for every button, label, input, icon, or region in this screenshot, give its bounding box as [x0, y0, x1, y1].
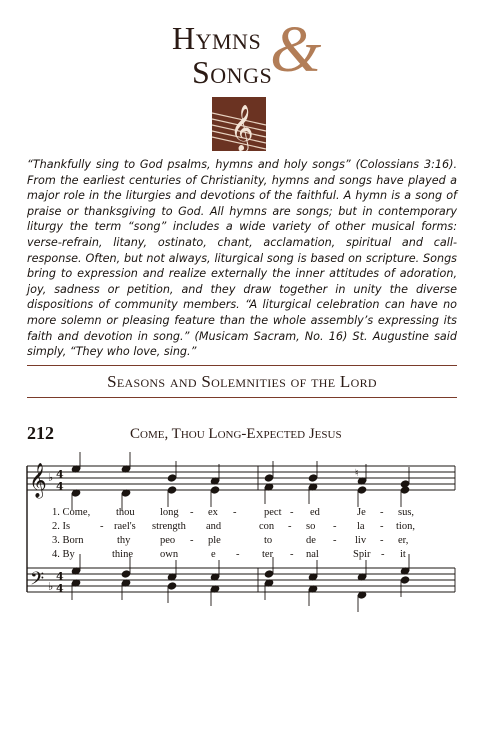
lyric-syllable: la	[357, 521, 365, 532]
lyric-syllable: -	[190, 535, 194, 546]
lyric-syllable: 4. By	[52, 549, 75, 560]
lyric-syllable: liv	[355, 535, 367, 546]
lyric-syllable: own	[160, 549, 179, 560]
lyric-syllable: -	[290, 507, 294, 518]
lyric-verse-2	[0, 521, 480, 535]
lyric-syllable: rael's	[114, 521, 136, 532]
lyric-syllable: thine	[112, 549, 133, 560]
lyric-syllable: -	[233, 507, 237, 518]
hymn-number: 212	[27, 423, 54, 443]
lyric-syllable: e	[211, 549, 216, 560]
lyric-syllable: -	[380, 507, 384, 518]
lyric-syllable: ed	[310, 507, 320, 518]
lyric-syllable: -	[190, 507, 194, 518]
section-title: Seasons and Solemnities of the Lord	[107, 372, 377, 391]
lyric-syllable: long	[160, 507, 179, 518]
key-flat-treble-icon: ♭	[48, 471, 54, 484]
lyric-syllable: -	[100, 521, 104, 532]
lyric-syllable: -	[290, 549, 294, 560]
time-sig-bottom-treble: 4	[56, 480, 64, 493]
lyric-syllable: er,	[398, 535, 409, 546]
hymn-title: Come, Thou Long-Expected Jesus	[130, 426, 342, 442]
lyric-syllable: and	[206, 521, 222, 532]
lyric-syllable: -	[333, 535, 337, 546]
lyric-syllable: ter	[262, 549, 274, 560]
lyric-syllable: ex	[208, 507, 218, 518]
bass-staff	[27, 568, 455, 592]
lyric-syllable: nal	[306, 549, 319, 560]
lyric-syllable: -	[380, 521, 384, 532]
lyric-syllable: 2. Is	[52, 521, 71, 532]
title-line-2: Songs	[192, 54, 273, 90]
title-ampersand: &	[270, 13, 322, 86]
time-sig-bottom-bass: 4	[56, 582, 64, 595]
lyric-syllable: it	[400, 549, 406, 560]
lyric-syllable: Je	[357, 507, 366, 518]
lyric-syllable: peo	[160, 535, 176, 546]
intro-paragraph: “Thankfully sing to God psalms, hymns and holy songs” (Colossians 3:16). From the earliest centuries of Christianity, hymns and songs have played a major role in the liturgies and devotions of the faithful. A hymn is a song of praise or thanksgiving to God. All hymns are songs; but in contemporary liturgy the term “song” includes a wide variety of other musical forms: verse-refrain, litany, ostinato, chant, acclamation, spiritual and call-response. Often, but not always, liturgical song is based on scripture. Songs bring to expression and realize externally the inner attitudes of adoration, joy, sadness or petition, and they draw together in unity the diverse dispositions of community members. “A liturgical celebration can have no more solemn or pleasing feature than the whole assembly’s expressing its faith and devotion in song.” (Musicam Sacram, No. 16) St. Augustine said simply, “They who love, sing.”	[27, 158, 457, 359]
title-line-1: Hymns	[172, 20, 262, 56]
lyric-syllable: 3. Born	[52, 535, 84, 546]
lyric-syllable: con	[259, 521, 275, 532]
lyric-syllable: thy	[117, 535, 131, 546]
lyric-syllable: to	[264, 535, 273, 546]
lyric-syllable: thou	[116, 507, 135, 518]
bass-clef-icon: 𝄢	[30, 569, 45, 594]
lyric-syllable: -	[288, 521, 292, 532]
svg-text:𝄞: 𝄞	[230, 105, 254, 151]
treble-notes	[71, 452, 410, 510]
lyric-syllable: 1. Come,	[52, 507, 91, 518]
natural-sign-icon: ♮	[355, 468, 359, 479]
treble-staff	[27, 466, 455, 490]
key-flat-bass-icon: ♭	[48, 580, 54, 593]
lyric-syllable: de	[306, 535, 316, 546]
time-sig-top-treble: 4	[56, 468, 64, 481]
lyric-syllable: so	[306, 521, 316, 532]
lyric-verse-1	[0, 507, 480, 521]
treble-clef-icon: 𝄞	[29, 463, 47, 498]
lyric-verse-4	[0, 549, 480, 563]
lyric-syllable: -	[381, 549, 385, 560]
lyric-syllable: -	[380, 535, 384, 546]
lyric-syllable: -	[236, 549, 240, 560]
lyric-syllable: ple	[208, 535, 221, 546]
lyric-syllable: strength	[152, 521, 186, 532]
lyric-syllable: tion,	[396, 521, 415, 532]
lyric-verse-3	[0, 535, 480, 549]
lyric-syllable: sus,	[398, 507, 415, 518]
time-sig-top-bass: 4	[56, 570, 64, 583]
lyric-syllable: -	[333, 521, 337, 532]
lyric-syllable: pect	[264, 507, 282, 518]
lyric-syllable: Spir	[353, 549, 371, 560]
